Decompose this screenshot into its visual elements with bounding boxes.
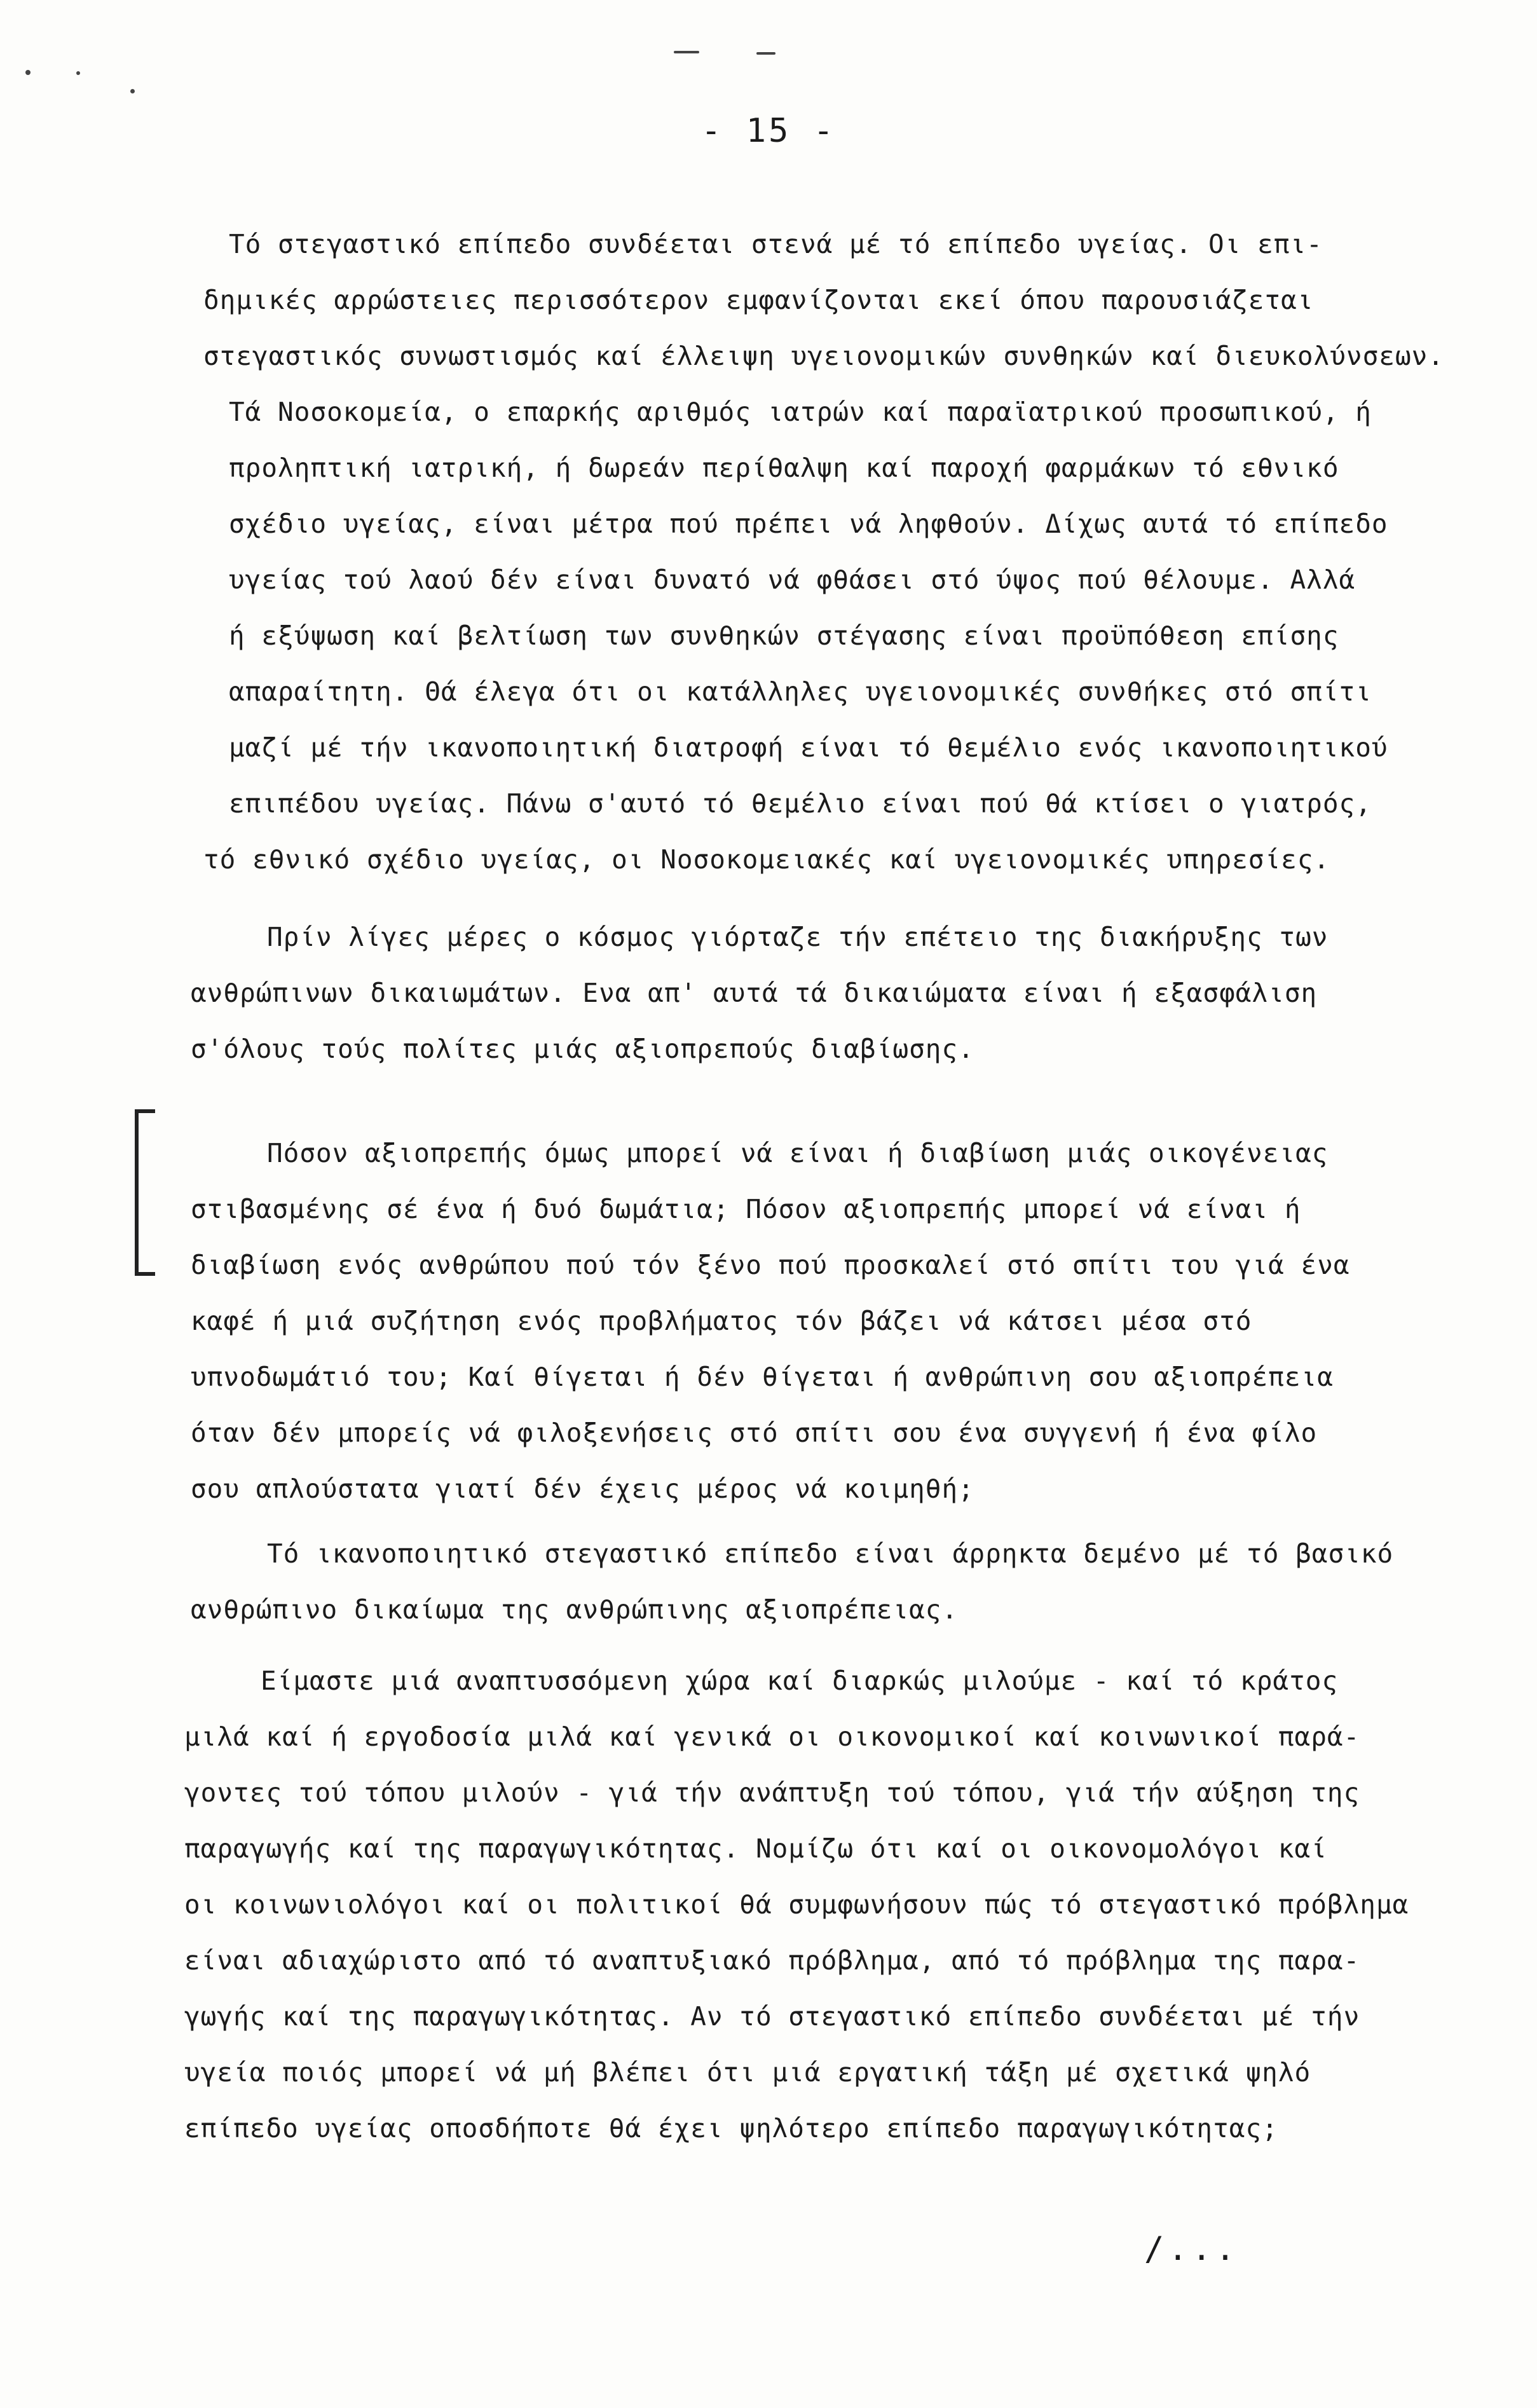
paragraph-health	[203, 216, 1444, 887]
text-line: απαραίτητη. Θά έλεγα ότι οι κατάλληλες υγειονομικές συνθήκες στό σπίτι	[229, 676, 1372, 707]
text-line: μαζί μέ τήν ικανοποιητική διατροφή είναι τό θεμέλιο ενός ικανοποιητικού	[229, 732, 1388, 763]
paragraph-development	[184, 1653, 1409, 2156]
scan-speck	[130, 89, 135, 93]
text-line: γοντες τού τόπου μιλούν - γιά τήν ανάπτυξη τού τόπου, γιά τήν αύξηση της	[184, 1777, 1360, 1808]
text-line: σχέδιο υγείας, είναι μέτρα πού πρέπει νά ληφθούν. Δίχως αυτά τό επίπεδο	[229, 509, 1388, 539]
text-line: στιβασμένης σέ ένα ή δυό δωμάτια; Πόσον αξιοπρεπής μπορεί νά είναι ή	[191, 1194, 1301, 1224]
continuation-mark: /...	[1144, 2230, 1240, 2268]
text-line: υγείας τού λαού δέν είναι δυνατό νά φθάσει στό ύψος πού θέλουμε. Αλλά	[229, 564, 1356, 595]
text-line: Πόσον αξιοπρεπής όμως μπορεί νά είναι ή διαβίωση μιάς οικογένειας	[267, 1138, 1329, 1168]
scan-speck	[674, 51, 699, 53]
text-line: Τό ικανοποιητικό στεγαστικό επίπεδο είναι άρρηκτα δεμένο μέ τό βασικό	[267, 1538, 1394, 1569]
text-line: διαβίωση ενός ανθρώπου πού τόν ξένο πού προσκαλεί στό σπίτι του γιά ένα	[191, 1250, 1350, 1280]
text-line: ανθρώπινο δικαίωμα της ανθρώπινης αξιοπρέπειας.	[191, 1594, 959, 1625]
text-line: επιπέδου υγείας. Πάνω σ'αυτό τό θεμέλιο είναι πού θά κτίσει ο γιατρός,	[229, 788, 1372, 819]
text-line: είναι αδιαχώριστο από τό αναπτυξιακό πρόβλημα, από τό πρόβλημα της παρα-	[184, 1945, 1360, 1976]
text-line: δημικές αρρώστειες περισσότερον εμφανίζονται εκεί όπου παρουσιάζεται	[203, 285, 1314, 315]
text-line: ανθρώπινων δικαιωμάτων. Ενα απ' αυτά τά δικαιώματα είναι ή εξασφάλιση	[191, 978, 1318, 1008]
margin-bracket	[135, 1109, 155, 1276]
text-line: Είμαστε μιά αναπτυσσόμενη χώρα καί διαρκώς μιλούμε - καί τό κράτος	[261, 1666, 1339, 1696]
text-line: στεγαστικός συνωστισμός καί έλλειψη υγειονομικών συνθηκών καί διευκολύνσεων.	[203, 341, 1444, 371]
text-line: τό εθνικό σχέδιο υγείας, οι Νοσοκομειακές καί υγειονομικές υπηρεσίες.	[203, 844, 1330, 875]
text-line: ή εξύψωση καί βελτίωση των συνθηκών στέγασης είναι προϋπόθεση επίσης	[229, 620, 1339, 651]
text-line: Τά Νοσοκομεία, ο επαρκής αριθμός ιατρών καί παραϊατρικού προσωπικού, ή	[229, 397, 1372, 427]
text-line: όταν δέν μπορείς νά φιλοξενήσεις στό σπίτι σου ένα συγγενή ή ένα φίλο	[191, 1418, 1318, 1448]
text-line: Τό στεγαστικό επίπεδο συνδέεται στενά μέ τό επίπεδο υγείας. Οι επι-	[229, 229, 1323, 259]
scan-speck	[25, 70, 31, 75]
text-line: γωγής καί της παραγωγικότητας. Αν τό στεγαστικό επίπεδο συνδέεται μέ τήν	[184, 2001, 1360, 2032]
paragraph-human-rights	[191, 909, 1398, 1077]
scan-speck	[756, 52, 775, 55]
text-line: σου απλούστατα γιατί δέν έχεις μέρος νά κοιμηθή;	[191, 1474, 974, 1504]
text-line: καφέ ή μιά συζήτηση ενός προβλήματος τόν βάζει νά κάτσει μέσα στό	[191, 1306, 1252, 1336]
text-line: μιλά καί ή εργοδοσία μιλά καί γενικά οι οικονομικοί καί κοινωνικοί παρά-	[184, 1721, 1360, 1752]
text-line: παραγωγής καί της παραγωγικότητας. Νομίζω ότι καί οι οικονομολόγοι καί	[184, 1833, 1327, 1864]
text-line: προληπτική ιατρική, ή δωρεάν περίθαλψη καί παροχή φαρμάκων τό εθνικό	[229, 453, 1339, 483]
text-line: υπνοδωμάτιό του; Καί θίγεται ή δέν θίγεται ή ανθρώπινη σου αξιοπρέπεια	[191, 1362, 1334, 1392]
paragraph-dignity-conclusion	[191, 1526, 1398, 1638]
text-line: Πρίν λίγες μέρες ο κόσμος γιόρταζε τήν επέτειο της διακήρυξης των	[267, 922, 1329, 952]
text-line: οι κοινωνιολόγοι καί οι πολιτικοί θά συμφωνήσουν πώς τό στεγαστικό πρόβλημα	[184, 1889, 1409, 1920]
text-line: υγεία ποιός μπορεί νά μή βλέπει ότι μιά εργατική τάξη μέ σχετικά ψηλό	[184, 2057, 1311, 2088]
paragraph-dignity-questions	[191, 1125, 1398, 1517]
page-number: - 15 -	[701, 112, 836, 150]
scan-speck	[76, 71, 80, 75]
text-line: επίπεδο υγείας οποσδήποτε θά έχει ψηλότερο επίπεδο παραγωγικότητας;	[184, 2113, 1278, 2144]
text-line: σ'όλους τούς πολίτες μιάς αξιοπρεπούς διαβίωσης.	[191, 1034, 974, 1064]
